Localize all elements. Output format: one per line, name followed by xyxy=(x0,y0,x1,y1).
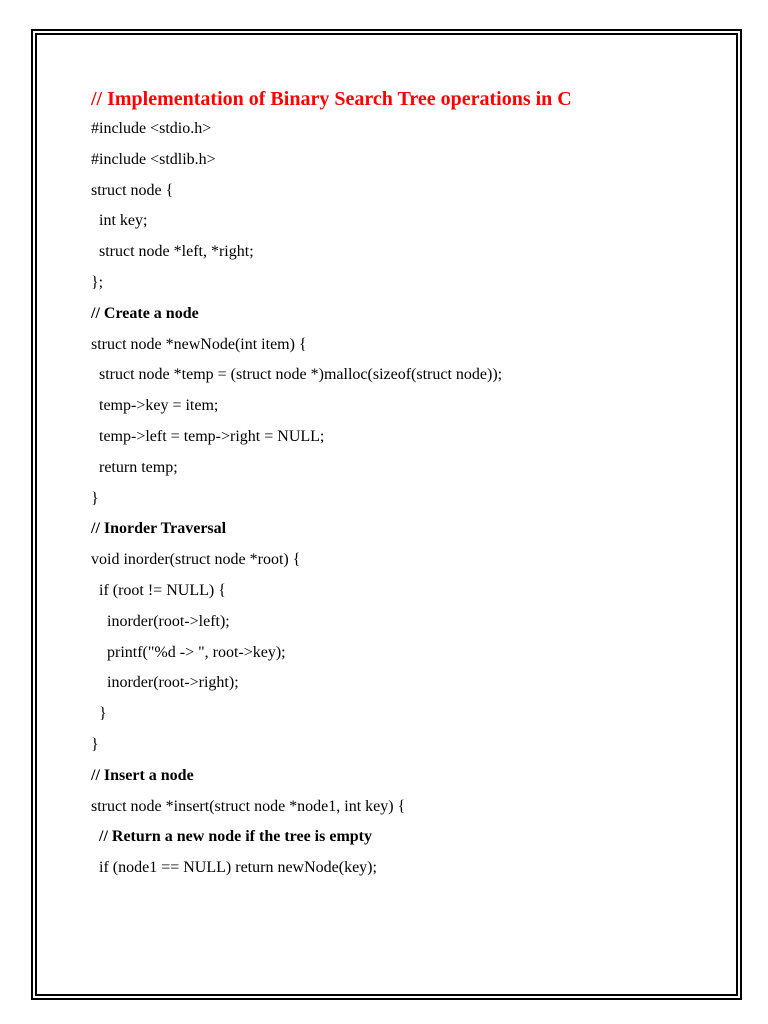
code-line: inorder(root->left); xyxy=(91,612,230,630)
code-block xyxy=(91,114,711,884)
code-line: struct node { xyxy=(91,181,174,199)
code-line: temp->key = item; xyxy=(91,397,219,415)
code-comment-line: // Return a new node if the tree is empty xyxy=(91,828,372,846)
code-line: } xyxy=(91,705,107,723)
code-line: void inorder(struct node *root) { xyxy=(91,551,301,569)
code-line: } xyxy=(91,489,99,507)
code-line: return temp; xyxy=(91,458,178,476)
code-line: struct node *temp = (struct node *)malloc(sizeof(struct node)); xyxy=(91,366,503,384)
code-line: if (root != NULL) { xyxy=(91,581,226,599)
code-line: #include <stdlib.h> xyxy=(91,150,216,168)
document-title: // Implementation of Binary Search Tree operations in C xyxy=(91,88,572,110)
code-comment-line: // Insert a node xyxy=(91,766,194,784)
code-line: if (node1 == NULL) return newNode(key); xyxy=(91,859,377,877)
code-line: }; xyxy=(91,273,104,291)
code-line: inorder(root->right); xyxy=(91,674,239,692)
code-line: struct node *insert(struct node *node1, int key) { xyxy=(91,797,406,815)
code-line: } xyxy=(91,735,99,753)
code-line: temp->left = temp->right = NULL; xyxy=(91,427,325,445)
document-body xyxy=(91,84,711,884)
code-line: int key; xyxy=(91,212,148,230)
code-line: struct node *newNode(int item) { xyxy=(91,335,307,353)
code-comment-line: // Create a node xyxy=(91,304,199,322)
code-line: printf("%d -> ", root->key); xyxy=(91,643,286,661)
code-comment-line: // Inorder Traversal xyxy=(91,520,227,538)
code-line: struct node *left, *right; xyxy=(91,243,254,261)
code-line: #include <stdio.h> xyxy=(91,120,212,137)
